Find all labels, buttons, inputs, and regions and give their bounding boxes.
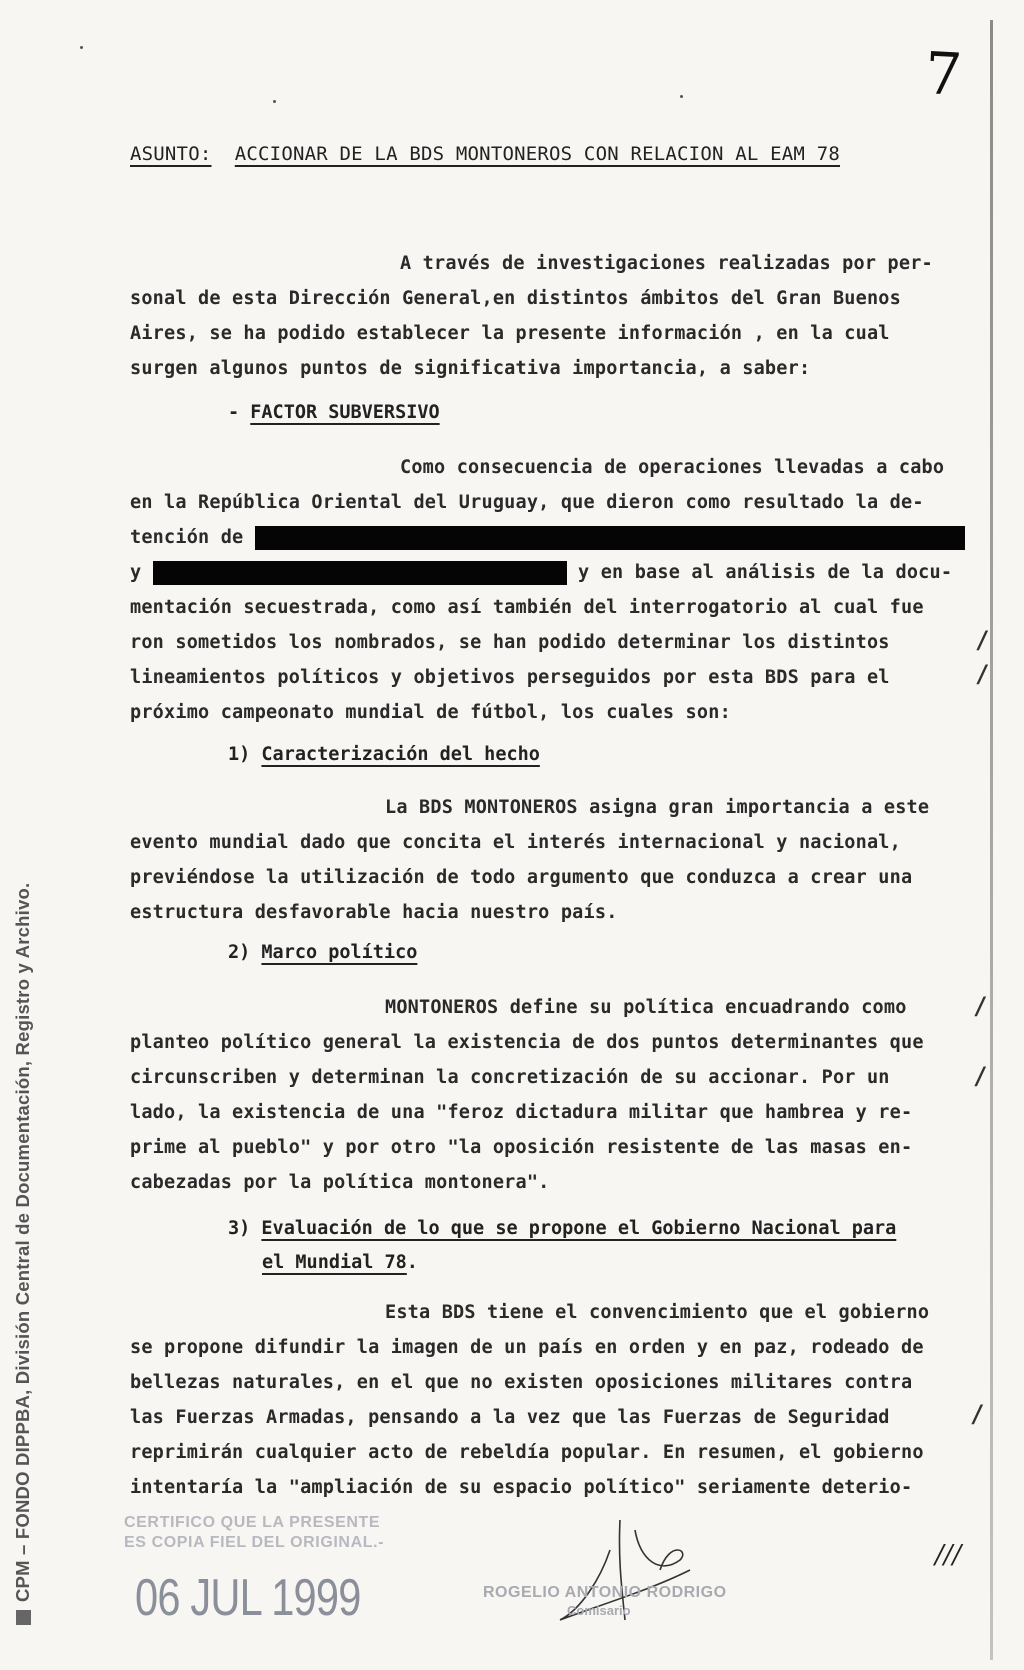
section-1-paragraph xyxy=(130,790,985,930)
section-title-end: . xyxy=(406,1252,418,1273)
text-line: planteo político general la existencia de dos puntos determinantes que xyxy=(130,1032,924,1053)
signer-name-stamp: ROGELIO ANTONIO RODRIGO xyxy=(483,1584,727,1601)
text-line: sonal de esta Dirección General,en distintos ámbitos del Gran Buenos xyxy=(130,288,901,309)
text-line: evento mundial dado que concita el interés internacional y nacional, xyxy=(130,832,901,853)
certification-stamp xyxy=(124,1513,384,1553)
section-title: el Mundial 78 xyxy=(262,1252,407,1273)
certification-line: ES COPIA FIEL DEL ORIGINAL.- xyxy=(124,1534,385,1551)
text-line: las Fuerzas Armadas, pensando a la vez que las Fuerzas de Seguridad xyxy=(130,1407,890,1428)
section-3-heading-cont xyxy=(262,1252,418,1273)
factor-heading-prefix: - xyxy=(228,402,251,423)
text-line: estructura desfavorable hacia nuestro país. xyxy=(130,902,618,923)
text-line: Como consecuencia de operaciones llevadas a cabo xyxy=(400,457,945,478)
section-number: 3) xyxy=(228,1218,251,1239)
section-number: 2) xyxy=(228,942,251,963)
margin-slash: / xyxy=(975,660,990,688)
text-line: La BDS MONTONEROS asigna gran importancia a este xyxy=(385,797,930,818)
text-line: MONTONEROS define su política encuadrando como xyxy=(385,997,907,1018)
section-2-paragraph xyxy=(130,990,988,1200)
subject-label: ASUNTO: xyxy=(130,143,212,165)
date-stamp: 06 JUL 1999 xyxy=(135,1569,361,1627)
redaction-bar xyxy=(255,526,965,550)
text-line: previéndose la utilización de todo argumento que conduzca a crear una xyxy=(130,867,913,888)
signer-role-stamp: Comisario xyxy=(567,1603,631,1618)
text-line: próximo campeonato mundial de fútbol, los cuales son: xyxy=(130,702,731,723)
margin-slash: / xyxy=(973,992,988,1020)
text-fragment: tención de xyxy=(130,527,255,548)
archive-box-icon xyxy=(16,1610,31,1625)
text-line: surgen algunos puntos de significativa importancia, a saber: xyxy=(130,358,811,379)
text-line: circunscriben y determinan la concretización de su accionar. Por un xyxy=(130,1067,890,1088)
section-title: Caracterización del hecho xyxy=(261,744,540,765)
section-3-heading xyxy=(228,1218,896,1239)
text-line: cabezadas por la política montonera". xyxy=(130,1172,550,1193)
text-fragment: y xyxy=(130,562,153,583)
margin-slash: / xyxy=(975,626,990,654)
redaction-bar xyxy=(153,561,567,585)
factor-heading xyxy=(228,402,440,423)
text-line: intentaría la "ampliación de su espacio político" seriamente deterio- xyxy=(130,1477,913,1498)
text-line: lado, la existencia de una "feroz dictadura militar que hambrea y re- xyxy=(130,1102,913,1123)
page-edge xyxy=(990,20,993,1660)
text-line: lineamientos políticos y objetivos perseguidos por esta BDS para el xyxy=(130,667,890,688)
section-title: Marco político xyxy=(261,942,418,963)
text-line: bellezas naturales, en el que no existen oposiciones militares contra xyxy=(130,1372,913,1393)
text-line: se propone difundir la imagen de un país en orden y en paz, rodeado de xyxy=(130,1337,924,1358)
subject-line xyxy=(130,143,840,165)
speck xyxy=(680,95,683,98)
section-2-heading xyxy=(228,942,417,963)
text-fragment: y en base al análisis de la docu- xyxy=(566,562,953,583)
text-line: en la República Oriental del Uruguay, que dieron como resultado la de- xyxy=(130,492,924,513)
section-1-heading xyxy=(228,744,540,765)
text-line: reprimirán cualquier acto de rebeldía popular. En resumen, el gobierno xyxy=(130,1442,924,1463)
page-number: 7 xyxy=(923,39,964,109)
intro-paragraph xyxy=(130,246,985,386)
text-line: Esta BDS tiene el convencimiento que el gobierno xyxy=(385,1302,930,1323)
text-line-redacted xyxy=(130,555,985,590)
certification-line: CERTIFICO QUE LA PRESENTE xyxy=(124,1514,381,1531)
text-line: prime al pueblo" y por otro "la oposición resistente de las masas en- xyxy=(130,1137,913,1158)
factor-heading-title: FACTOR SUBVERSIVO xyxy=(250,402,440,423)
section-title: Evaluación de lo que se propone el Gobierno Nacional para xyxy=(261,1218,897,1239)
archive-margin-text xyxy=(12,883,34,1625)
section-3-paragraph xyxy=(130,1295,985,1505)
text-line: Aires, se ha podido establecer la presente información , en la cual xyxy=(130,323,890,344)
speck xyxy=(273,100,276,103)
text-line: ron sometidos los nombrados, se han podido determinar los distintos xyxy=(130,632,890,653)
margin-slash: / xyxy=(970,1400,985,1428)
margin-slash: / xyxy=(973,1062,988,1090)
text-line: A través de investigaciones realizadas por per- xyxy=(400,253,933,274)
speck xyxy=(80,46,83,49)
continuation-mark: /// xyxy=(935,1540,962,1570)
subject-text: ACCIONAR DE LA BDS MONTONEROS CON RELACION AL EAM 78 xyxy=(234,143,840,165)
archive-margin-label: CPM – FONDO DIPPBA, División Central de Documentación, Registro y Archivo. xyxy=(12,882,33,1602)
factor-paragraph xyxy=(130,450,985,730)
text-line: mentación secuestrada, como así también del interrogatorio al cual fue xyxy=(130,597,924,618)
section-number: 1) xyxy=(228,744,251,765)
text-line-redacted xyxy=(130,520,985,555)
